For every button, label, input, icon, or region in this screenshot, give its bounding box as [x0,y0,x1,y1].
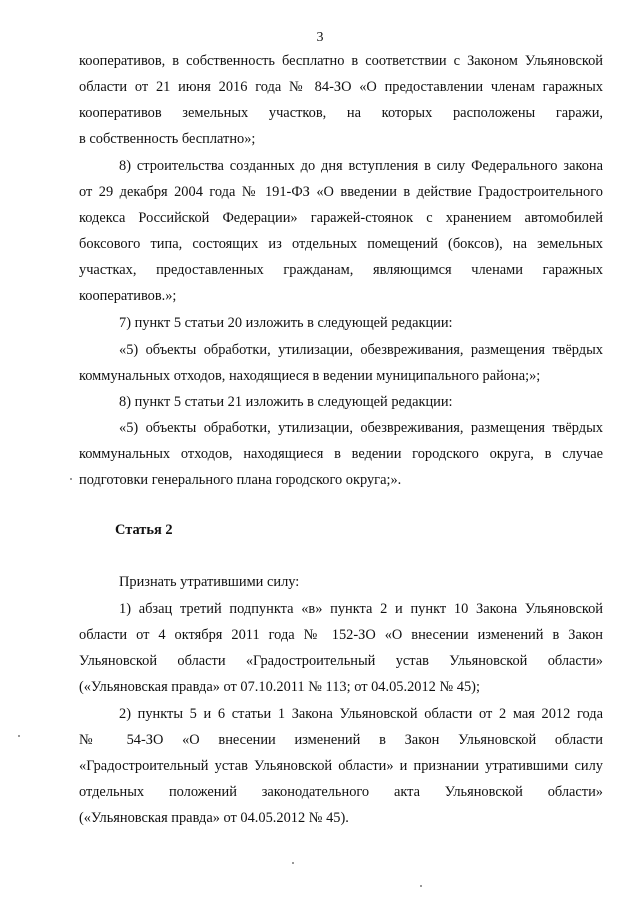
text-line: кооперативов.»; [79,288,177,304]
page-number: 3 [316,30,324,45]
text-line: боксового типа, состоящих из отдельных помещений (боксов), на земельных [79,236,603,252]
text-line: «Градостроительный устав Ульяновской области» и признании утратившими силу [79,758,603,774]
scan-speck [292,862,294,864]
text-line: «5) объекты обработки, утилизации, обезвреживания, размещения твёрдых [119,342,603,358]
text-line: кооперативов, в собственность бесплатно в соответствии с Законом Ульяновской [79,53,603,69]
text-line: («Ульяновская правда» от 04.05.2012 № 45). [79,810,349,826]
text-line: «5) объекты обработки, утилизации, обезвреживания, размещения твёрдых [119,420,603,436]
text-line: 1) абзац третий подпункта «в» пункта 2 и пункт 10 Закона Ульяновской [119,601,603,617]
text-line: № 54-ЗО «О внесении изменений в Закон Ульяновской области [79,732,603,748]
text-line: коммунальных отходов, находящиеся в ведении городского округа, в случае [79,446,603,462]
text-line: коммунальных отходов, находящиеся в ведении муниципального района;»; [79,368,541,384]
article-heading: Статья 2 [115,522,173,538]
text-line: Признать утратившими силу: [119,574,300,590]
text-line: области от 21 июня 2016 года № 84-ЗО «О предоставлении членам гаражных [79,79,603,95]
text-line: кооперативов земельных участков, на которых расположены гаражи, [79,105,603,121]
scan-speck [18,735,20,737]
text-line: 2) пункты 5 и 6 статьи 1 Закона Ульяновской области от 2 мая 2012 года [119,706,603,722]
text-line: («Ульяновская правда» от 07.10.2011 № 113; от 04.05.2012 № 45); [79,679,480,695]
text-line: 7) пункт 5 статьи 20 изложить в следующей редакции: [119,315,453,331]
scan-speck [70,478,72,480]
scan-speck [420,885,422,887]
text-line: 8) пункт 5 статьи 21 изложить в следующей редакции: [119,394,453,410]
text-line: кодекса Российской Федерации» гаражей-стоянок с хранением автомобилей [79,210,603,226]
text-line: Ульяновской области «Градостроительный устав Ульяновской области» [79,653,603,669]
text-line: области от 4 октября 2011 года № 152-ЗО «О внесении изменений в Закон [79,627,603,643]
text-line: от 29 декабря 2004 года № 191-ФЗ «О введении в действие Градостроительного [79,184,603,200]
text-line: в собственность бесплатно»; [79,131,256,147]
text-line: 8) строительства созданных до дня вступления в силу Федерального закона [119,158,603,174]
text-line: подготовки генерального плана городского округа;». [79,472,402,488]
text-line: участках, предоставленных гражданам, являющимся членами гаражных [79,262,603,278]
text-line: отдельных положений законодательного акта Ульяновской области» [79,784,603,800]
